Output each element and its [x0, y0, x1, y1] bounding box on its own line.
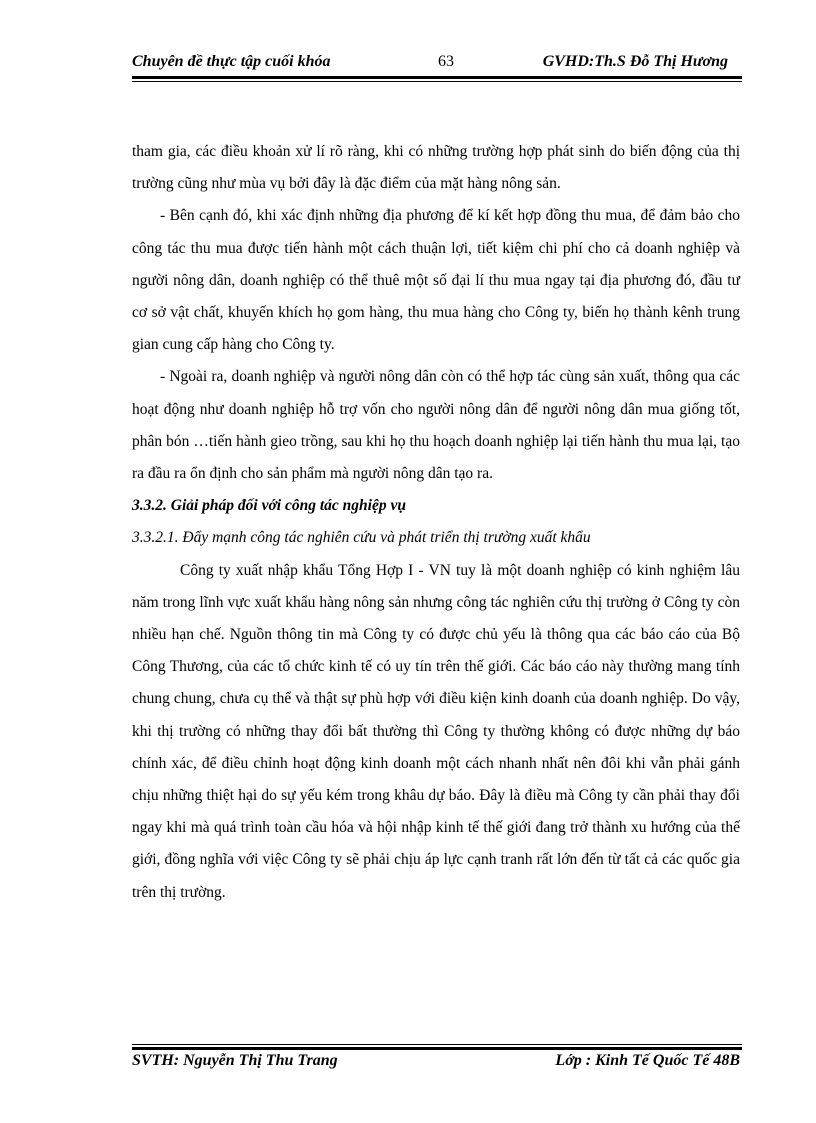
- document-body: [132, 136, 740, 909]
- paragraph-continuation: tham gia, các điều khoản xử lí rõ ràng, khi có những trường hợp phát sinh do biến động của thị trường cũng như mùa vụ bởi đây là đặc điểm của mặt hàng nông sản.: [132, 143, 740, 193]
- footer-rule-thick: [132, 1047, 742, 1050]
- footer-rule-thin: [132, 1044, 742, 1045]
- header-rule-thin: [132, 81, 742, 82]
- bullet-paragraph-local-agents: - Bên cạnh đó, khi xác định những địa phương để kí kết hợp đồng thu mua, để đảm bảo cho công tác thu mua được tiến hành một cách thuận lợi, tiết kiệm chi phí cho cả doanh nghiệp và người nông dân, doanh nghiệp có thể thuê một số đại lí thu mua ngay tại địa phương đó, đầu tư cơ sở vật chất, khuyến khích họ gom hàng, thu mua hàng cho Công ty, biến họ thành kênh trung gian cung cấp hàng cho Công ty.: [132, 207, 740, 354]
- header-supervisor: GVHD:Th.S Đỗ Thị Hương: [542, 53, 728, 70]
- header-title: Chuyên đề thực tập cuối khóa: [132, 53, 331, 70]
- page-number: 63: [438, 53, 454, 70]
- footer-student: SVTH: Nguyễn Thị Thu Trang: [132, 1052, 338, 1069]
- header-rule-thick: [132, 76, 742, 79]
- page-footer: [132, 1052, 742, 1078]
- footer-class: Lớp : Kinh Tế Quốc Tế 48B: [555, 1052, 740, 1069]
- section-heading-3-3-2: 3.3.2. Giải pháp đối với công tác nghiệp vụ: [132, 497, 406, 515]
- page-header: [132, 50, 742, 78]
- bullet-paragraph-cooperation: - Ngoài ra, doanh nghiệp và người nông dân còn có thể hợp tác cùng sản xuất, thông qua các hoạt động như doanh nghiệp hỗ trợ vốn cho người nông dân để người nông dân mua giống tốt, phân bón …tiến hành gieo trồng, sau khi họ thu hoạch doanh nghiệp lại tiến hành thu mua lại, tạo ra đầu ra ổn định cho sản phẩm mà người nông dân tạo ra.: [132, 368, 740, 483]
- paragraph-market-research: Công ty xuất nhập khẩu Tổng Hợp I - VN tuy là một doanh nghiệp có kinh nghiệm lâu năm trong lĩnh vực xuất khẩu hàng nông sản nhưng công tác nghiên cứu thị trường ở Công ty còn nhiều hạn chế. Nguồn thông tin mà Công ty có được chủ yếu là thông qua các báo cáo của Bộ Công Thương, của các tổ chức kinh tế có uy tín trên thế giới. Các báo cáo này thường mang tính chung chung, chưa cụ thể và thật sự phù hợp với điều kiện kinh doanh của doanh nghiệp. Do vậy, khi thị trường có những thay đổi bất thường thì Công ty thường không có được những dự báo chính xác, để điều chỉnh hoạt động kinh doanh một cách nhanh nhất nên đôi khi vẫn phải gánh chịu những thiệt hại do sự yếu kém trong khâu dự báo. Đây là điều mà Công ty cần phải thay đổi ngay khi mà quá trình toàn cầu hóa và hội nhập kinh tế thế giới đang trở thành xu hướng của thế giới, đồng nghĩa với việc Công ty sẽ phải chịu áp lực cạnh tranh rất lớn đến từ tất cả các quốc gia trên thị trường.: [132, 561, 740, 901]
- section-heading-3-3-2-1: 3.3.2.1. Đẩy mạnh công tác nghiên cứu và phát triển thị trường xuất khẩu: [132, 529, 591, 547]
